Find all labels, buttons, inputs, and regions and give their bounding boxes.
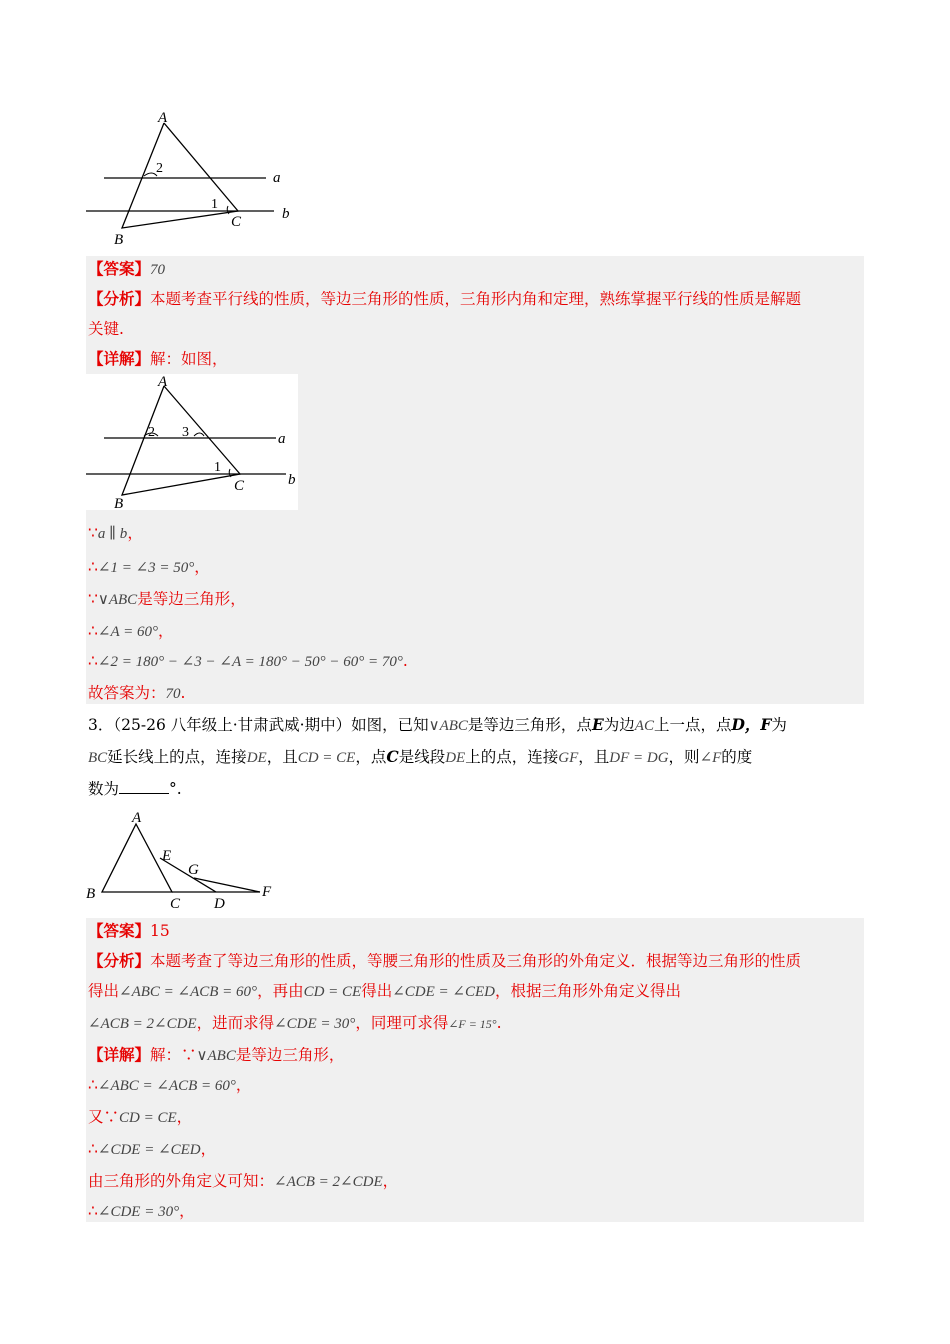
- step-4: ∴∠A = 60°，: [88, 622, 174, 640]
- detail-3: 【详解】解：∵∨ABC是等边三角形，: [88, 1045, 345, 1064]
- figure-2: [86, 374, 298, 510]
- answer-3: 【答案】15: [88, 921, 170, 940]
- label-b: b: [282, 206, 290, 222]
- question-3-line-1: 3．（25-26 八年级上·甘肃武威·期中）如图，已知∨ABC是等边三角形，点E为边AC上一点，点D，F为: [88, 715, 787, 734]
- question-3-line-3: 数为 °.: [88, 780, 182, 798]
- analysis-3-line-2: 得出∠ABC = ∠ACB = 60°，再由CD = CE得出∠CDE = ∠CED，根据三角形外角定义得出: [88, 982, 682, 1000]
- label-a: a: [273, 170, 281, 186]
- label-C: C: [231, 214, 242, 230]
- label-G: G: [188, 862, 199, 878]
- label-b: b: [288, 472, 296, 488]
- angle-3: 3: [182, 425, 189, 440]
- answer-1: 【答案】70: [88, 259, 166, 278]
- label-a: a: [278, 431, 286, 447]
- step-5: ∴∠2 = 180° − ∠3 − ∠A = 180° − 50° − 60° = 70°.: [88, 652, 408, 670]
- step-3: ∵∨ABC是等边三角形，: [88, 590, 246, 608]
- label-A: A: [132, 810, 142, 826]
- analysis-1: 【分析】本题考查平行线的性质，等边三角形的性质，三角形内角和定理，熟练掌握平行线的性质是解题: [88, 289, 802, 308]
- detail-3-step-3: ∴∠CDE = ∠CED，: [88, 1140, 217, 1158]
- figure-1: [84, 110, 304, 250]
- answer-blank: [119, 778, 169, 794]
- detail-3-step-5: ∴∠CDE = 30°，: [88, 1202, 195, 1220]
- detail-3-step-4: 由三角形的外角定义可知：∠ACB = 2∠CDE，: [88, 1172, 399, 1190]
- label-B: B: [86, 886, 96, 902]
- step-2: ∴∠1 = ∠3 = 50°，: [88, 558, 210, 576]
- label-A: A: [158, 110, 168, 126]
- label-F: F: [262, 884, 272, 900]
- label-D: D: [214, 896, 225, 912]
- label-C: C: [234, 478, 245, 494]
- analysis-1-cont: 关键.: [88, 320, 124, 338]
- analysis-3: 【分析】本题考查了等边三角形的性质，等腰三角形的性质及三角形的外角定义．根据等边三角形的性质: [88, 951, 802, 970]
- angle-2: 2: [148, 425, 155, 440]
- angle-2: 2: [156, 161, 163, 176]
- detail-3-step-1: ∴∠ABC = ∠ACB = 60°，: [88, 1076, 252, 1094]
- label-B: B: [114, 232, 124, 248]
- question-3-line-2: BC延长线上的点，连接DE，且CD = CE，点C是线段DE上的点，连接GF，且DF = DG，则∠F的度: [88, 747, 753, 766]
- label-B: B: [114, 496, 124, 510]
- angle-1: 1: [211, 197, 218, 212]
- label-A: A: [158, 374, 168, 390]
- figure-3: [84, 806, 284, 914]
- detail-3-step-2: 又∵CD = CE，: [88, 1108, 193, 1126]
- angle-1: 1: [214, 460, 221, 475]
- final-answer-1: 故答案为：70.: [88, 684, 186, 702]
- label-C: C: [170, 896, 181, 912]
- analysis-3-line-3: ∠ACB = 2∠CDE，进而求得∠CDE = 30°，同理可求得∠F = 15°.: [88, 1014, 502, 1032]
- label-E: E: [162, 848, 172, 864]
- step-1: ∵a ∥ b，: [88, 524, 143, 542]
- detail-1: 【详解】解：如图，: [88, 349, 228, 368]
